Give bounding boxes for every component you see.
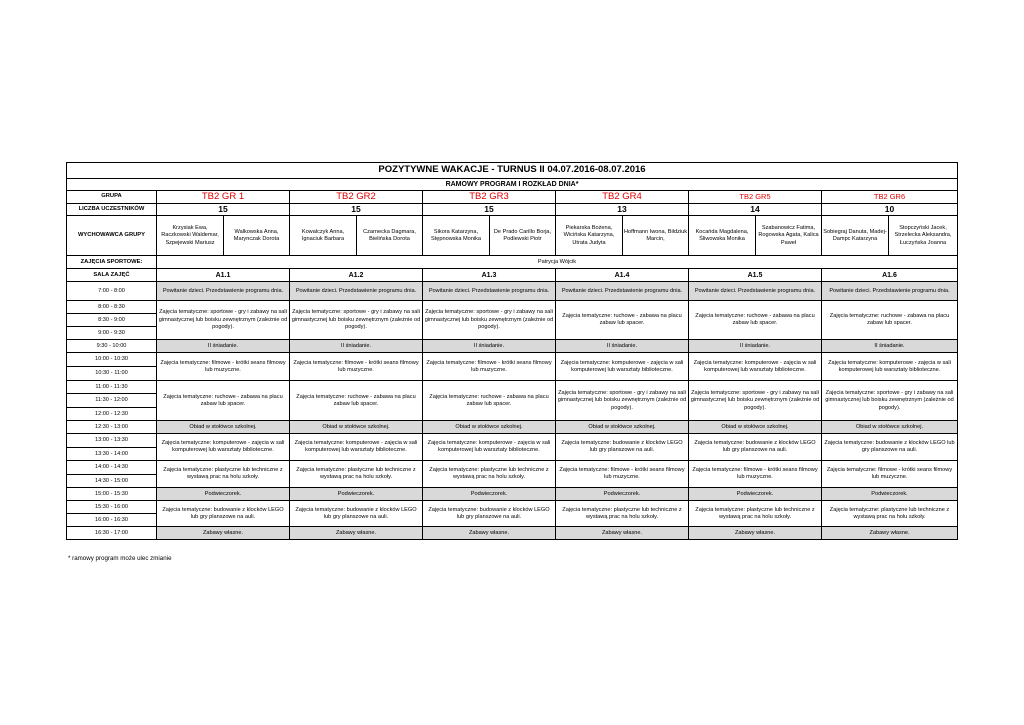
page-title: POZYTYWNE WAKACJE - TURNUS II 04.07.2016-08.07.2016 bbox=[67, 163, 958, 179]
activity-cell: Podwieczorek. bbox=[689, 488, 822, 501]
activity-cell: Zajęcia tematyczne: budowanie z klocków LEGO lub gry planszowe na auli. bbox=[423, 501, 556, 527]
activity-cell: Zajęcia tematyczne: filmowe - krótki seans filmowy lub muzyczne. bbox=[822, 461, 958, 488]
activity-cell: Podwieczorek. bbox=[822, 488, 958, 501]
teacher-names: Kowalczyk Anna, Ignaciuk Barbara bbox=[290, 216, 357, 256]
time-slot: 10:00 - 10:30 bbox=[67, 353, 157, 367]
activity-cell: Zajęcia tematyczne: sportowe - gry i zabawy na sali gimnastycznej lub boisku zewnętrznym (zależnie od pogody). bbox=[290, 301, 423, 340]
activity-cell: Zajęcia tematyczne: filmowe - krótki seans filmowy lub muzyczne. bbox=[157, 353, 290, 381]
activity-cell: Zajęcia tematyczne: plastyczne lub techniczne z wystawą prac na holu szkoły. bbox=[689, 501, 822, 527]
activity-cell: Zajęcia tematyczne: sportowe - gry i zabawy na sali gimnastycznej lub boisku zewnętrznym (zależnie od pogody). bbox=[423, 301, 556, 340]
participant-count: 10 bbox=[822, 204, 958, 216]
activity-cell: Zajęcia tematyczne: plastyczne lub techniczne z wystawą prac na holu szkoły. bbox=[423, 461, 556, 488]
activity-cell: Powitanie dzieci. Przedstawienie programu dnia. bbox=[290, 282, 423, 301]
activity-cell: Zajęcia tematyczne: filmowe - krótki seans filmowy lub muzyczne. bbox=[290, 353, 423, 381]
activity-cell: Zabawy własne. bbox=[423, 527, 556, 540]
teacher-names: Stopczyński Jacek, Strzelecka Aleksandra, Łuczyńska Joanna bbox=[889, 216, 958, 256]
activity-cell: Zajęcia tematyczne: sportowe - gry i zabawy na sali gimnastycznej lub boisku zewnętrznym (zależnie od pogody). bbox=[556, 381, 689, 421]
time-slot: 12:30 - 13:00 bbox=[67, 421, 157, 434]
teacher-names: Sikora Katarzyna, Stępnowska Monika bbox=[423, 216, 490, 256]
teacher-names: Szabanowicz Fatima, Rogowska Agata, Kalica Paweł bbox=[756, 216, 822, 256]
room-number: A1.6 bbox=[822, 269, 958, 282]
activity-cell: Powitanie dzieci. Przedstawienie programu dnia. bbox=[157, 282, 290, 301]
activity-cell: Zabawy własne. bbox=[157, 527, 290, 540]
count-label: LICZBA UCZESTNIKÓW bbox=[67, 204, 157, 216]
teachers-label: WYCHOWAWCA GRUPY bbox=[67, 216, 157, 256]
activity-cell: Powitanie dzieci. Przedstawienie programu dnia. bbox=[556, 282, 689, 301]
activity-cell: Zajęcia tematyczne: komputerowe - zajęcia w sali komputerowej lub warsztaty biblioteczne. bbox=[556, 353, 689, 381]
participant-count: 15 bbox=[423, 204, 556, 216]
page-subtitle: RAMOWY PROGRAM I ROZKŁAD DNIA* bbox=[67, 179, 958, 191]
activity-cell: Zajęcia tematyczne: plastyczne lub techniczne z wystawą prac na holu szkoły. bbox=[290, 461, 423, 488]
activity-cell: Zajęcia tematyczne: budowanie z klocków LEGO lub gry planszowe na auli. bbox=[157, 501, 290, 527]
teacher-names: Sobiegraj Danuta, Madej-Dampc Katarzyna bbox=[822, 216, 889, 256]
time-slot: 12:00 - 12:30 bbox=[67, 408, 157, 421]
teacher-names: Walkowska Anna, Marynczak Dorota bbox=[224, 216, 290, 256]
room-number: A1.3 bbox=[423, 269, 556, 282]
room-number: A1.1 bbox=[157, 269, 290, 282]
activity-cell: Zajęcia tematyczne: komputerowe - zajęcia w sali komputerowej lub warsztaty biblioteczne. bbox=[822, 353, 958, 381]
activity-cell: II śniadanie. bbox=[822, 340, 958, 353]
activity-cell: Obiad w stołówce szkolnej. bbox=[822, 421, 958, 434]
activity-cell: Obiad w stołówce szkolnej. bbox=[290, 421, 423, 434]
time-slot: 15:30 - 16:00 bbox=[67, 501, 157, 514]
activity-cell: Zajęcia tematyczne: ruchowe - zabawa na placu zabaw lub spacer. bbox=[423, 381, 556, 421]
activity-cell: Zabawy własne. bbox=[290, 527, 423, 540]
activity-cell: Zajęcia tematyczne: ruchowe - zabawa na placu zabaw lub spacer. bbox=[290, 381, 423, 421]
participant-count: 13 bbox=[556, 204, 689, 216]
activity-cell: Zajęcia tematyczne: ruchowe - zabawa na placu zabaw lub spacer. bbox=[556, 301, 689, 340]
activity-cell: Zajęcia tematyczne: budowanie z klocków LEGO lub gry planszowe na auli. bbox=[556, 434, 689, 461]
group-name: TB2 GR4 bbox=[556, 191, 689, 204]
teacher-names: De Prado Carillo Borja, Podlewski Piotr bbox=[490, 216, 556, 256]
activity-cell: Powitanie dzieci. Przedstawienie programu dnia. bbox=[822, 282, 958, 301]
time-slot: 11:30 - 12:00 bbox=[67, 394, 157, 408]
sport-label: ZAJĘCIA SPORTOWE: bbox=[67, 256, 157, 269]
activity-cell: Zajęcia tematyczne: sportowe - gry i zabawy na sali gimnastycznej lub boisku zewnętrznym (zależnie od pogody). bbox=[689, 381, 822, 421]
time-slot: 9:00 - 9:30 bbox=[67, 327, 157, 340]
teacher-names: Czarnecka Dagmara, Bielińska Dorota bbox=[357, 216, 423, 256]
activity-cell: Zabawy własne. bbox=[822, 527, 958, 540]
activity-cell: Zajęcia tematyczne: ruchowe - zabawa na placu zabaw lub spacer. bbox=[822, 301, 958, 340]
teacher-names: Hoffmann Iwona, Bildziuk Marcin, bbox=[623, 216, 689, 256]
activity-cell: Zajęcia tematyczne: ruchowe - zabawa na placu zabaw lub spacer. bbox=[157, 381, 290, 421]
group-name: TB2 GR3 bbox=[423, 191, 556, 204]
schedule-sheet bbox=[66, 162, 957, 540]
sport-teacher: Patrycja Wójcik bbox=[157, 256, 958, 269]
room-number: A1.2 bbox=[290, 269, 423, 282]
activity-cell: Zajęcia tematyczne: komputerowe - zajęcia w sali komputerowej lub warsztaty biblioteczne. bbox=[689, 353, 822, 381]
activity-cell: Podwieczorek. bbox=[423, 488, 556, 501]
time-slot: 11:00 - 11:30 bbox=[67, 381, 157, 394]
activity-cell: Obiad w stołówce szkolnej. bbox=[157, 421, 290, 434]
teacher-names: Piekarska Bożena, Wicińska Katarzyna, Utrata Judyta bbox=[556, 216, 623, 256]
activity-cell: II śniadanie. bbox=[157, 340, 290, 353]
time-slot: 14:30 - 15:00 bbox=[67, 475, 157, 488]
teacher-names: Krzysiak Ewa, Raczkowski Waldemar, Szpejewski Mariusz bbox=[157, 216, 224, 256]
activity-cell: II śniadanie. bbox=[689, 340, 822, 353]
activity-cell: Zajęcia tematyczne: plastyczne lub techniczne z wystawą prac na holu szkoły. bbox=[822, 501, 958, 527]
activity-cell: Zajęcia tematyczne: komputerowe - zajęcia w sali komputerowej lub warsztaty biblioteczne. bbox=[290, 434, 423, 461]
activity-cell: II śniadanie. bbox=[556, 340, 689, 353]
activity-cell: Zajęcia tematyczne: komputerowe - zajęcia w sali komputerowej lub warsztaty biblioteczne. bbox=[423, 434, 556, 461]
activity-cell: Zajęcia tematyczne: budowanie z klocków LEGO lub gry planszowe na auli. bbox=[822, 434, 958, 461]
activity-cell: Podwieczorek. bbox=[556, 488, 689, 501]
activity-cell: Zajęcia tematyczne: filmowe - krótki seans filmowy lub muzyczne. bbox=[556, 461, 689, 488]
activity-cell: Powitanie dzieci. Przedstawienie programu dnia. bbox=[689, 282, 822, 301]
activity-cell: Obiad w stołówce szkolnej. bbox=[689, 421, 822, 434]
activity-cell: Zajęcia tematyczne: plastyczne lub techniczne z wystawą prac na holu szkoły. bbox=[556, 501, 689, 527]
activity-cell: Podwieczorek. bbox=[290, 488, 423, 501]
activity-cell: Zabawy własne. bbox=[689, 527, 822, 540]
time-slot: 13:30 - 14:00 bbox=[67, 448, 157, 461]
time-slot: 15:00 - 15:30 bbox=[67, 488, 157, 501]
activity-cell: II śniadanie. bbox=[423, 340, 556, 353]
activity-cell: II śniadanie. bbox=[290, 340, 423, 353]
participant-count: 14 bbox=[689, 204, 822, 216]
group-label: GRUPA bbox=[67, 191, 157, 204]
activity-cell: Zajęcia tematyczne: filmowe - krótki seans filmowy lub muzyczne. bbox=[689, 461, 822, 488]
time-slot: 8:00 - 8:30 bbox=[67, 301, 157, 314]
room-label: SALA ZAJĘĆ bbox=[67, 269, 157, 282]
activity-cell: Zajęcia tematyczne: komputerowe - zajęcia w sali komputerowej lub warsztaty biblioteczne. bbox=[157, 434, 290, 461]
room-number: A1.5 bbox=[689, 269, 822, 282]
activity-cell: Powitanie dzieci. Przedstawienie programu dnia. bbox=[423, 282, 556, 301]
time-slot: 14:00 - 14:30 bbox=[67, 461, 157, 475]
activity-cell: Zajęcia tematyczne: budowanie z klocków LEGO lub gry planszowe na auli. bbox=[290, 501, 423, 527]
participant-count: 15 bbox=[157, 204, 290, 216]
group-name: TB2 GR6 bbox=[822, 191, 958, 204]
activity-cell: Podwieczorek. bbox=[157, 488, 290, 501]
time-slot: 7:00 - 8:00 bbox=[67, 282, 157, 301]
group-name: TB2 GR 1 bbox=[157, 191, 290, 204]
teacher-names: Kocańda Magdalena, Śliwowska Monika bbox=[689, 216, 756, 256]
participant-count: 15 bbox=[290, 204, 423, 216]
time-slot: 9:30 - 10:00 bbox=[67, 340, 157, 353]
activity-cell: Zajęcia tematyczne: budowanie z klocków LEGO lub gry planszowe na auli. bbox=[689, 434, 822, 461]
room-number: A1.4 bbox=[556, 269, 689, 282]
activity-cell: Zajęcia tematyczne: filmowe - krótki seans filmowy lub muzyczne. bbox=[423, 353, 556, 381]
group-name: TB2 GR5 bbox=[689, 191, 822, 204]
footnote: * ramowy program może ulec zmianie bbox=[68, 555, 172, 562]
group-name: TB2 GR2 bbox=[290, 191, 423, 204]
activity-cell: Zajęcia tematyczne: ruchowe - zabawa na placu zabaw lub spacer. bbox=[689, 301, 822, 340]
schedule-table bbox=[66, 162, 958, 540]
time-slot: 8:30 - 9:00 bbox=[67, 314, 157, 327]
time-slot: 16:30 - 17:00 bbox=[67, 527, 157, 540]
activity-cell: Zajęcia tematyczne: sportowe - gry i zabawy na sali gimnastycznej lub boisku zewnętrznym (zależnie od pogody). bbox=[157, 301, 290, 340]
activity-cell: Zabawy własne. bbox=[556, 527, 689, 540]
time-slot: 13:00 - 13:30 bbox=[67, 434, 157, 448]
activity-cell: Obiad w stołówce szkolnej. bbox=[556, 421, 689, 434]
time-slot: 10:30 - 11:00 bbox=[67, 367, 157, 381]
time-slot: 16:00 - 16:30 bbox=[67, 514, 157, 527]
activity-cell: Obiad w stołówce szkolnej. bbox=[423, 421, 556, 434]
activity-cell: Zajęcia tematyczne: plastyczne lub techniczne z wystawą prac na holu szkoły. bbox=[157, 461, 290, 488]
activity-cell: Zajęcia tematyczne: sportowe - gry i zabawy na sali gimnastycznej lub boisku zewnętrznym (zależnie od pogody). bbox=[822, 381, 958, 421]
